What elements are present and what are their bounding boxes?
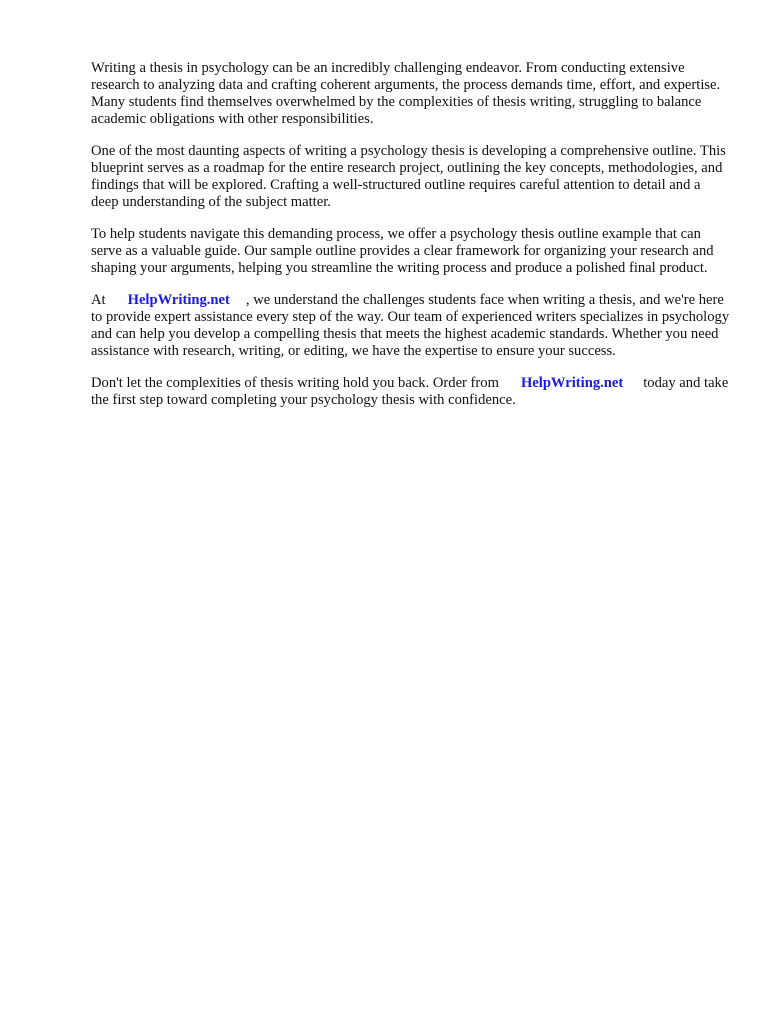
paragraph-service bbox=[91, 292, 731, 360]
helpwriting-link[interactable]: HelpWriting.net bbox=[127, 292, 230, 308]
paragraph-service-lead: At bbox=[91, 292, 106, 308]
paragraph-cta-rest: today and take the first step toward completing your psychology thesis with confidence. bbox=[91, 375, 729, 408]
paragraph-outline: One of the most daunting aspects of writing a psychology thesis is developing a comprehensive outline. This blueprint serves as a roadmap for the entire research project, outlining the key concepts, methodologies, and findings that will be explored. Crafting a well-structured outline requires careful attention to detail and a deep understanding of the subject matter. bbox=[91, 143, 726, 210]
paragraph-cta-lead: Don't let the complexities of thesis writing hold you back. Order from bbox=[91, 375, 499, 391]
paragraph-cta bbox=[91, 375, 731, 409]
document-body bbox=[91, 60, 731, 424]
paragraph-intro: Writing a thesis in psychology can be an incredibly challenging endeavor. From conducting extensive research to analyzing data and crafting coherent arguments, the process demands time, effort, and expertise. Many students find themselves overwhelmed by the complexities of thesis writing, struggling to balance academic obligations with other responsibilities. bbox=[91, 60, 721, 127]
paragraph-example: To help students navigate this demanding process, we offer a psychology thesis outline example that can serve as a valuable guide. Our sample outline provides a clear framework for organizing your research and shaping your arguments, helping you streamline the writing process and produce a polished final product. bbox=[91, 226, 714, 276]
helpwriting-link-cta[interactable]: HelpWriting.net bbox=[520, 375, 624, 391]
paragraph-service-rest: , we understand the challenges students face when writing a thesis, and we're here to provide expert assistance every step of the way. Our team of experienced writers specializes in psychology and can help you develop a compelling thesis that meets the highest academic standards. Whether you need assistance with research, writing, or editing, we have the expertise to ensure your success. bbox=[91, 292, 730, 359]
